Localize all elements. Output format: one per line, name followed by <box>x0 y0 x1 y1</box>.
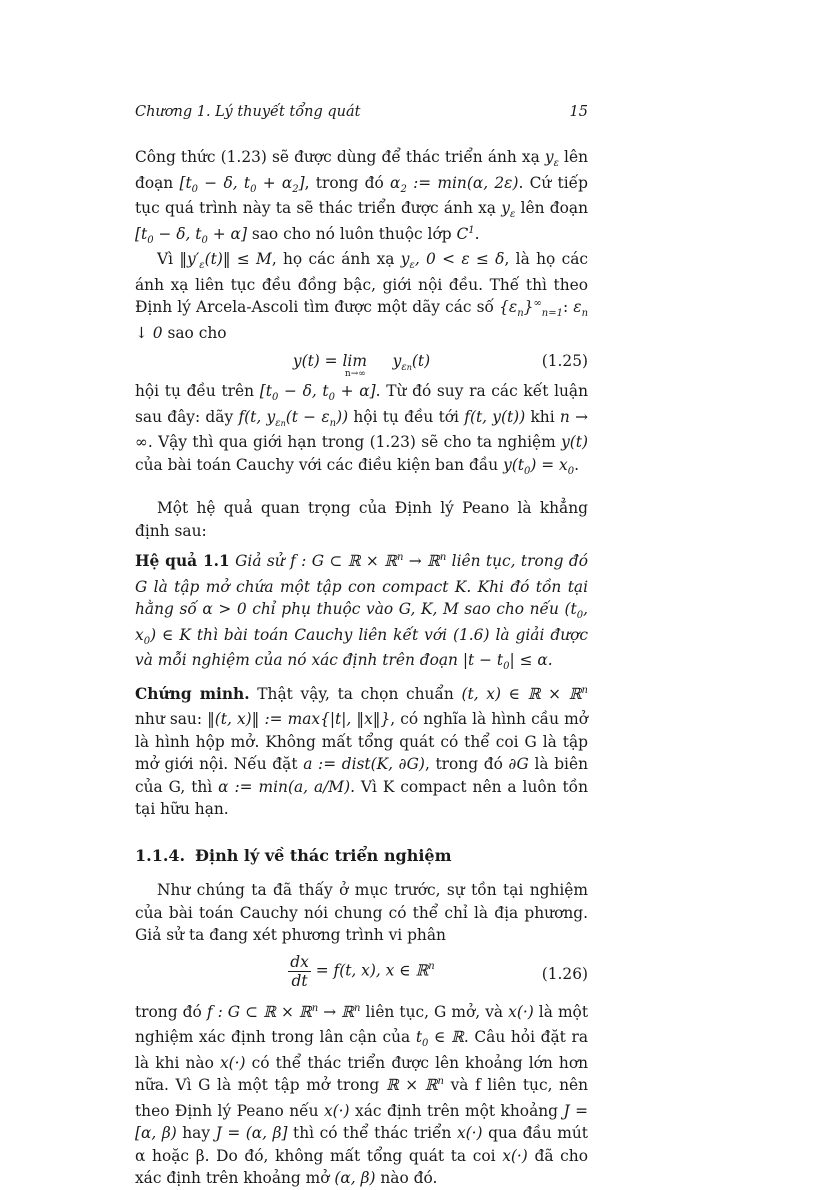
running-header <box>135 104 588 120</box>
paragraph-arcela-ascoli: Vì $‖y'_\varepsilon(t)‖ \le M$, họ các ánh xạ $y_\varepsilon$, 0 < ε ≤ δ, là họ các ánh xạ liên tục đều đồng bậc, giới nội đều. Thế thì theo Định lý Arcela-Ascoli tìm được một dãy các số $\{\varepsilon_n\}^\infty_{n=1}$: $\varepsilon_n$ ↓ 0 sao cho <box>135 250 589 342</box>
chapter-title: Chương 1. Lý thuyết tổng quát <box>135 104 361 120</box>
paragraph-consequence-intro: Một hệ quả quan trọng của Định lý Peano là khẳng định sau: <box>135 499 588 540</box>
equation-1-26: $\frac{dx}{dt}$ = f(t, x), x ∈ ℝ$^n$ (1.26) <box>290 952 588 990</box>
page <box>135 104 588 1190</box>
corollary-label: Hệ quả 1.1 <box>135 552 230 570</box>
paragraph-extension-question: trong đó f : G ⊂ ℝ × ℝ$^n$ → ℝ$^n$ liên tục, G mở, và x(·) là một nghiệm xác định trong lân cận của $t_0$ ∈ ℝ. Câu hỏi đặt ra là khi nào x(·) có thể thác triển được lên khoảng lớn hơn nữa. Vì G là một tập mở trong ℝ × ℝ$^n$ và f liên tục, nên theo Định lý Peano nếu x(·) xác định trên một khoảng J = [α, β) hay J = (α, β] thì có thể thác triển x(·) qua đầu mút α hoặc β. Do đó, không mất tổng quát ta coi x(·) đã cho xác định trên khoảng mở (α, β) nào đó. <box>135 1002 589 1187</box>
corollary-1-1: Hệ quả 1.1 Giả sử f : G ⊂ ℝ × ℝ$^n$ → ℝ$^n$ liên tục, trong đó G là tập mở chứa một tập con compact K. Khi đó tồn tại hằng số α > 0 chỉ phụ thuộc vào G, K, M sao cho nếu ($t_0$, $x_0$) ∈ K thì bài toán Cauchy liên kết với (1.6) là giải được và mỗi nghiệm của nó xác định trên đoạn $|t - t_0| \le \alpha$. <box>135 552 588 672</box>
paragraph-extension-intro: Như chúng ta đã thấy ở mục trước, sự tồn tại nghiệm của bài toán Cauchy nói chung có thể chỉ là địa phương. Giả sử ta đang xét phương trình vi phân <box>135 881 588 944</box>
proof-block: Chứng minh. Thật vậy, ta chọn chuẩn (t, x) ∈ ℝ × ℝ$^n$ như sau: ‖(t, x)‖ := max{|t|, ‖x‖}, có nghĩa là hình cầu mở là hình hộp mở. Không mất tổng quát có thể coi G là tập mở giới nội. Nếu đặt a := dist(K, ∂G), trong đó ∂G là biên của G, thì α := min(a, a/M). Vì K compact nên a luôn tồn tại hữu hạn. <box>135 684 588 818</box>
paragraph-uniform-convergence: hội tụ đều trên [$t_0 - \delta$, $t_0 + \alpha$]. Từ đó suy ra các kết luận sau đây: dãy f(t, $y_{\varepsilon n}(t - \varepsilon_n)$) hội tụ đều tới f(t, y(t)) khi n → ∞. Vậy thì qua giới hạn trong (1.23) sẽ cho ta nghiệm y(t) của bài toán Cauchy với các điều kiện ban đầu $y(t_0) = x_0$. <box>135 382 589 477</box>
page-number: 15 <box>569 104 588 120</box>
proof-label: Chứng minh. <box>135 684 250 703</box>
paragraph-continuation: Công thức (1.23) sẽ được dùng để thác triển ánh xạ $y_\varepsilon$ lên đoạn [$t_0 - \delta$, $t_0 + \alpha_2$], trong đó $\alpha_2$ := min(α, 2ε). Cứ tiếp tục quá trình này ta sẽ thác triển được ánh xạ $y_\varepsilon$ lên đoạn [$t_0 - \delta$, $t_0 + \alpha$] sao cho nó luôn thuộc lớp $C^1$. <box>135 148 589 246</box>
equation-1-25: $y(t) = \lim_{n\to\infty} y_{\varepsilon n}(t)$ (1.25) <box>292 352 588 379</box>
section-title: Định lý về thác triển nghiệm <box>195 845 452 865</box>
section-number: 1.1.4. <box>135 845 186 865</box>
section-heading <box>135 845 588 868</box>
equation-number: (1.25) <box>541 352 588 370</box>
equation-number: (1.26) <box>541 964 588 983</box>
derivative-fraction: $\frac{dx}{dt}$ <box>290 952 309 990</box>
